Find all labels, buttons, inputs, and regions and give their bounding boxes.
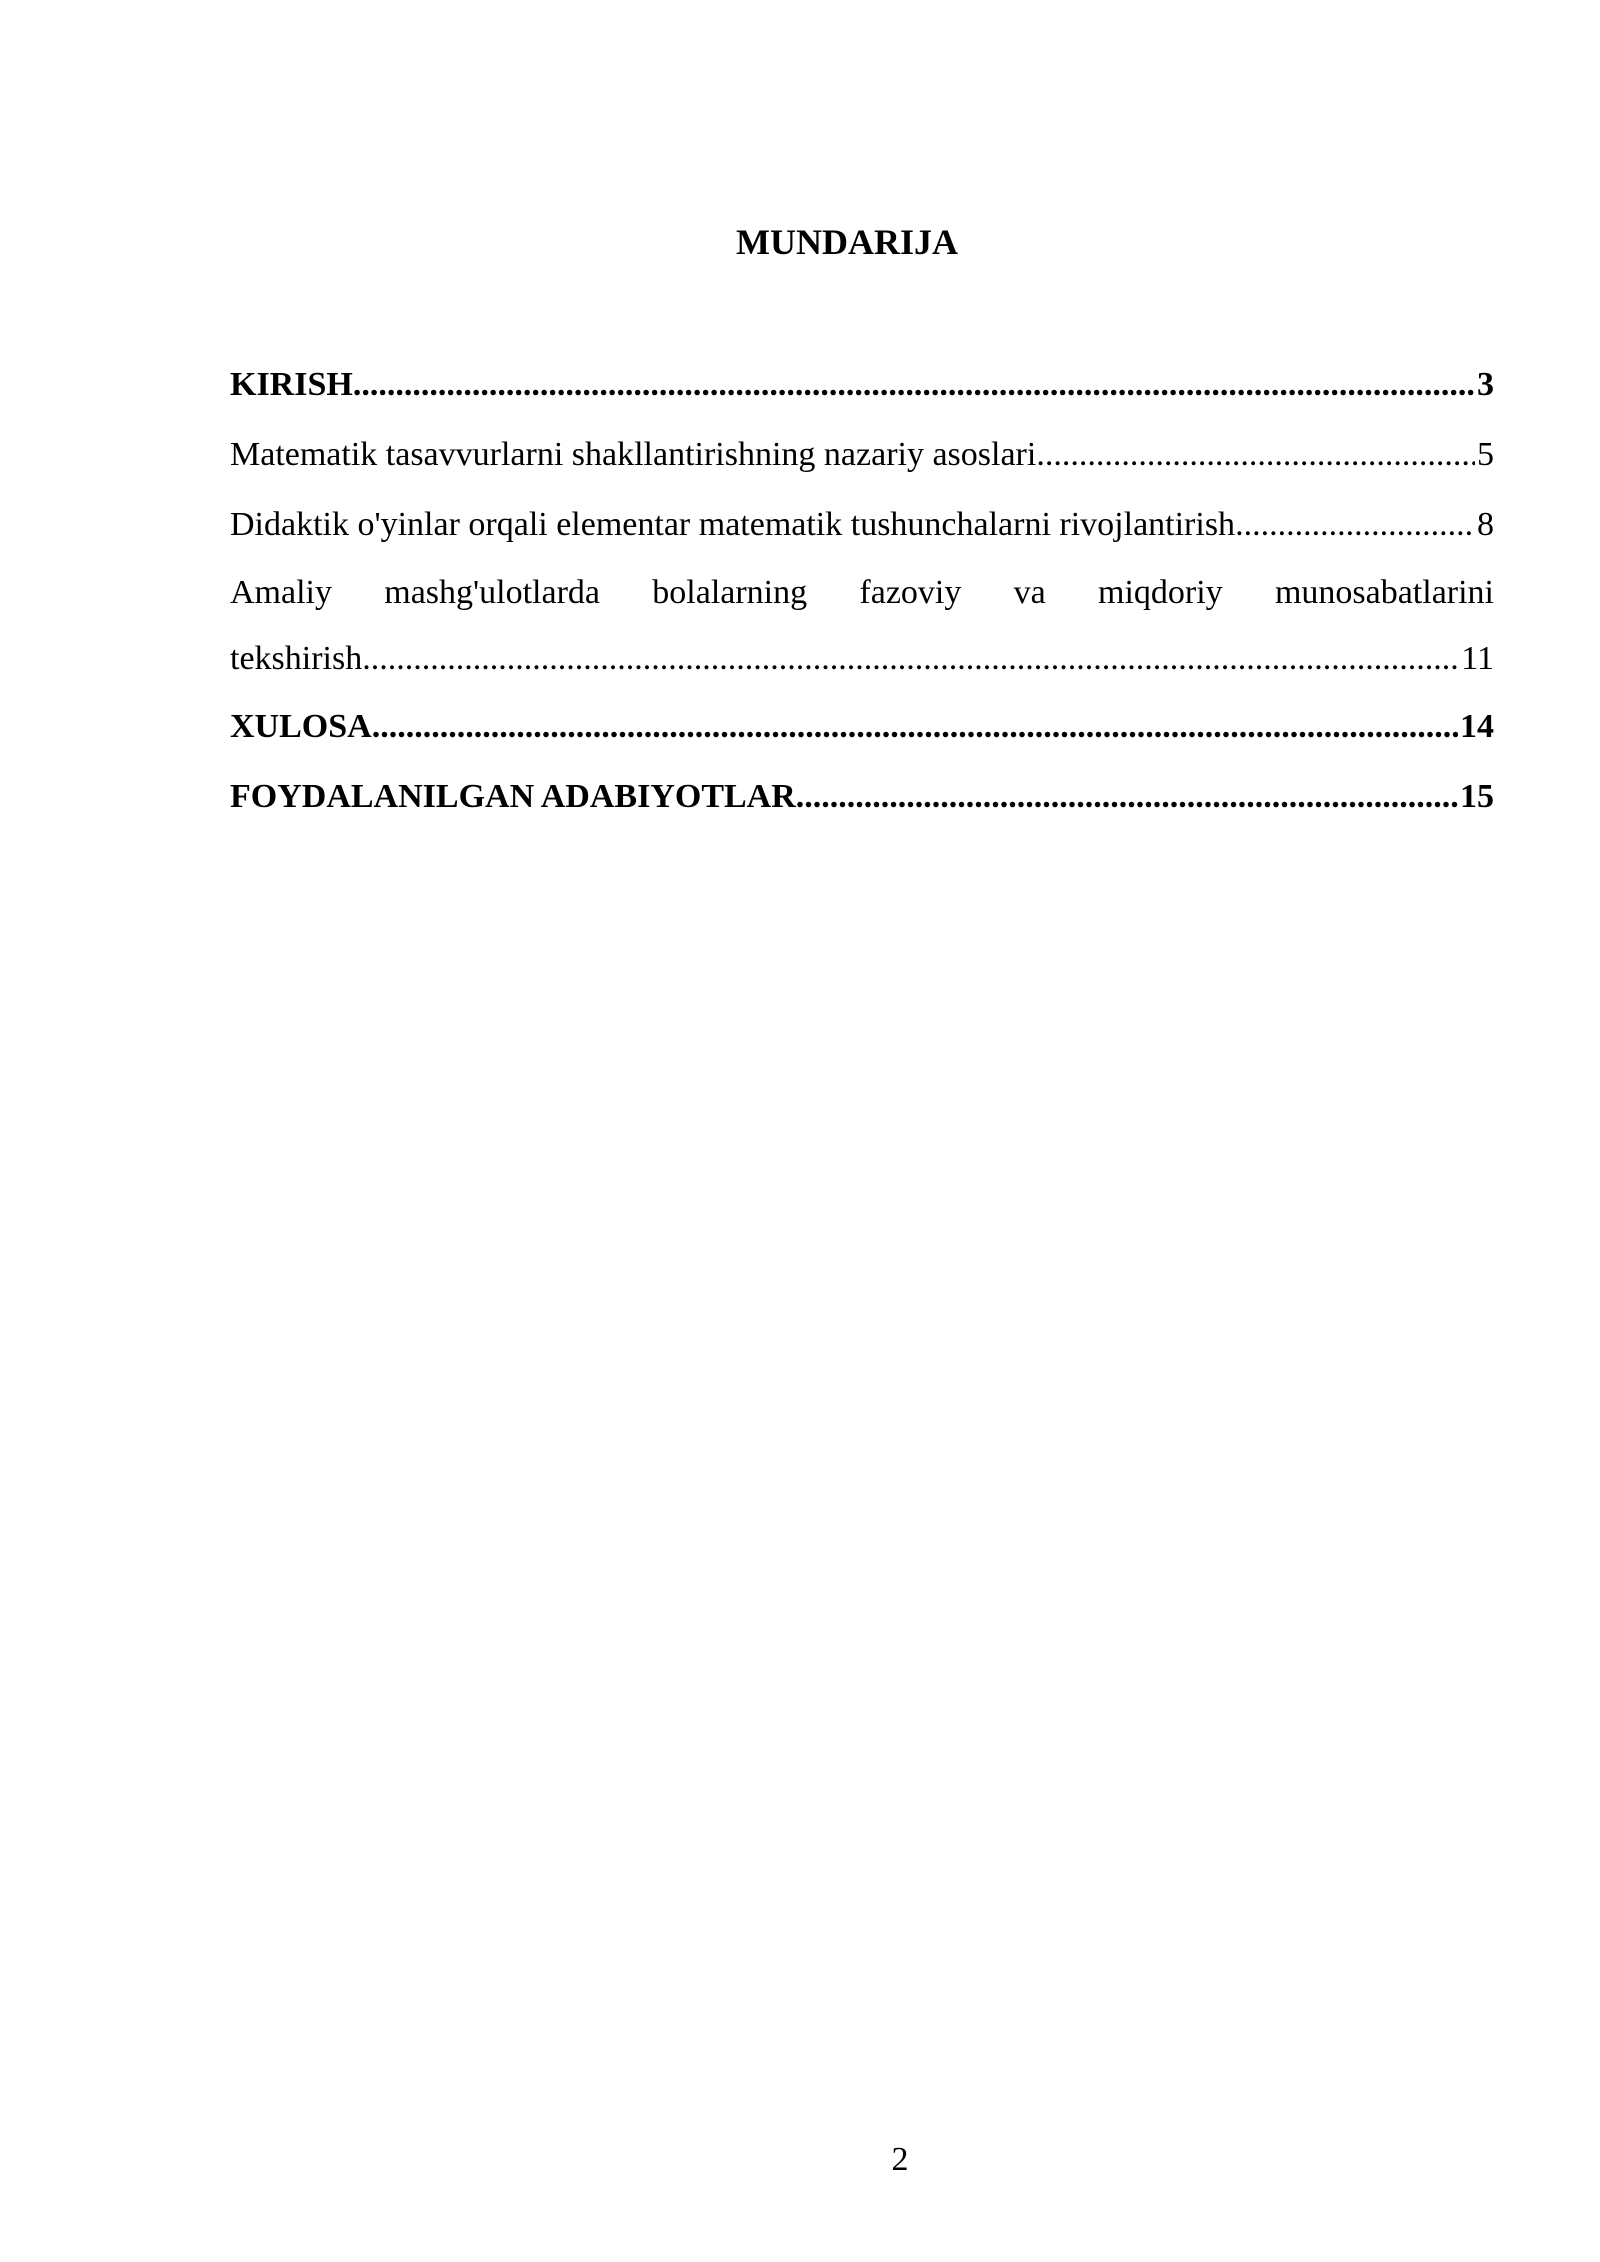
toc-entry-line2 <box>230 626 1494 692</box>
toc-entry-label: Didaktik o'yinlar orqali elementar matematik tushunchalarni rivojlantirish <box>230 506 1236 543</box>
toc-entry-xulosa[interactable] <box>230 692 1494 762</box>
toc-entry-page: 5 <box>1477 436 1494 473</box>
toc-dot-leader <box>796 762 1458 832</box>
toc-entry-nazariy-asoslari[interactable] <box>230 420 1494 490</box>
toc-dot-leader <box>353 350 1475 420</box>
toc-title: MUNDARIJA <box>736 222 958 262</box>
toc-entry-page: 8 <box>1477 506 1494 543</box>
toc-entry-adabiyotlar[interactable] <box>230 762 1494 832</box>
toc-entry-label: KIRISH <box>230 366 353 403</box>
toc-dot-leader <box>362 626 1459 692</box>
toc-entry-page: 14 <box>1460 708 1494 745</box>
toc-entry-label: FOYDALANILGAN ADABIYOTLAR <box>230 778 796 815</box>
toc-entry-amaliy-mashgulotlar[interactable] <box>230 560 1494 692</box>
page-number: 2 <box>891 2141 909 2178</box>
toc-entry-page: 15 <box>1460 778 1494 815</box>
toc-entry-label-line1: Amaliy mashg'ulotlarda bolalarning fazoviy va miqdoriy munosabatlarini <box>230 574 1494 611</box>
toc-entry-label: XULOSA <box>230 708 372 745</box>
toc-dot-leader <box>1036 420 1475 490</box>
toc-entry-didaktik-oyinlar[interactable] <box>230 490 1494 560</box>
toc-entry-page: 11 <box>1461 640 1494 677</box>
toc-entry-label: Matematik tasavvurlarni shakllantirishning nazariy asoslari <box>230 436 1037 473</box>
toc-entry-page: 3 <box>1477 366 1494 403</box>
toc-dot-leader <box>1235 490 1475 560</box>
toc-entry-label-line2: tekshirish <box>230 640 363 677</box>
toc-dot-leader <box>372 692 1458 762</box>
table-of-contents <box>230 350 1494 832</box>
toc-entry-kirish[interactable] <box>230 350 1494 420</box>
